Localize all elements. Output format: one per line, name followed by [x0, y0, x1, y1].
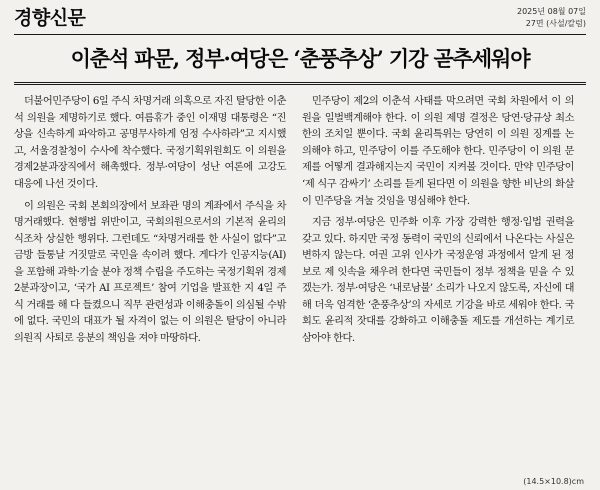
publication-date: 2025년 08월 07일 [517, 7, 586, 16]
newspaper-title: 경향신문 [14, 7, 86, 29]
article-column-right [302, 94, 574, 347]
masthead-meta [517, 6, 586, 29]
paragraph: 지금 정부·여당은 민주화 이후 가장 강력한 행정·입법 권력을 갖고 있다. 하지만 국정 동력이 국민의 신뢰에서 나온다는 사실은 변하지 않는다. 여권 고위 인사가 국정운영 과정에서 알게 된 정보로 제 잇속을 채우려 한다면 국민들이 정부 정책을 믿을 수 있겠는가. 정부·여당은 ‘내로남불’ 소리가 나오지 않도록, 자신에 대해 더욱 엄격한 ‘춘풍추상’의 자세로 기강을 바로 세워야 한다. 국회도 윤리적 잣대를 강화하고 이해충돌 제도를 개선하는 계기로 삼아야 한다. [302, 217, 574, 344]
article-body [14, 85, 586, 347]
headline-divider [14, 82, 586, 83]
page-title: 이춘석 파문, 정부·여당은 ‘춘풍추상’ 기강 곧추세워야 [70, 46, 530, 72]
paragraph: 이 의원은 국회 본회의장에서 보좌관 명의 계좌에서 주식을 차명거래했다. 현행법 위반이고, 국회의원으로서의 기본적 윤리의식조차 상실한 행위다. 그런데도 “차명거래를 한 사실이 없다”고 금방 들통날 거짓말로 국민을 속이려 했다. 게다가 인공지능(AI)을 포함해 과학·기술 분야 정책 수립을 주도하는 국정기획위 경제2분과장이고, ‘국가 AI 프로젝트’ 참여 기업을 발표한 지 4일 주식 거래를 해 다 들켰으니 직무 관련성과 이해충돌이 의심될 수밖에 없다. 국민의 대표가 될 자격이 없는 이 의원은 탈당이 아니라 의원직 사퇴로 응분의 책임을 져야 마땅하다. [14, 200, 286, 344]
article-column-left [14, 94, 286, 347]
page-info: 27면 (사설/칼럼) [525, 18, 586, 28]
masthead [14, 6, 586, 31]
paragraph: 민주당이 제2의 이춘석 사태를 막으려면 국회 차원에서 이 의원을 일벌백계해야 한다. 이 의원 제명 결정은 당연·당규상 최소한의 조치일 뿐이다. 국회 윤리특위는 당연히 이 의원 징계를 논의해야 하고, 민주당이 이를 주도해야 한다. 민주당이 이 의원 문제를 어떻게 결과해지는지 국민이 지켜볼 것이다. 만약 민주당이 ‘제 식구 감싸기’ 소리를 듣게 된다면 이 의원을 향한 비난의 화살이 민주당을 겨눌 것임을 명심해야 한다. [302, 96, 574, 207]
paragraph: 더불어민주당이 6일 주식 차명거래 의혹으로 자진 탈당한 이춘석 의원을 제명하기로 했다. 여름휴가 중인 이재명 대통령은 “진상을 신속하게 파악하고 공명무사하게 엄정 수사하라”고 지시했고, 서울경찰청이 수사에 착수했다. 국정기획위원회도 이 의원을 경제2분과장직에서 해촉했다. 정부·여당이 성난 여론에 고강도 대응에 나선 것이다. [14, 96, 286, 190]
clipping-size-note: (14.5×10.8)cm [523, 477, 584, 486]
